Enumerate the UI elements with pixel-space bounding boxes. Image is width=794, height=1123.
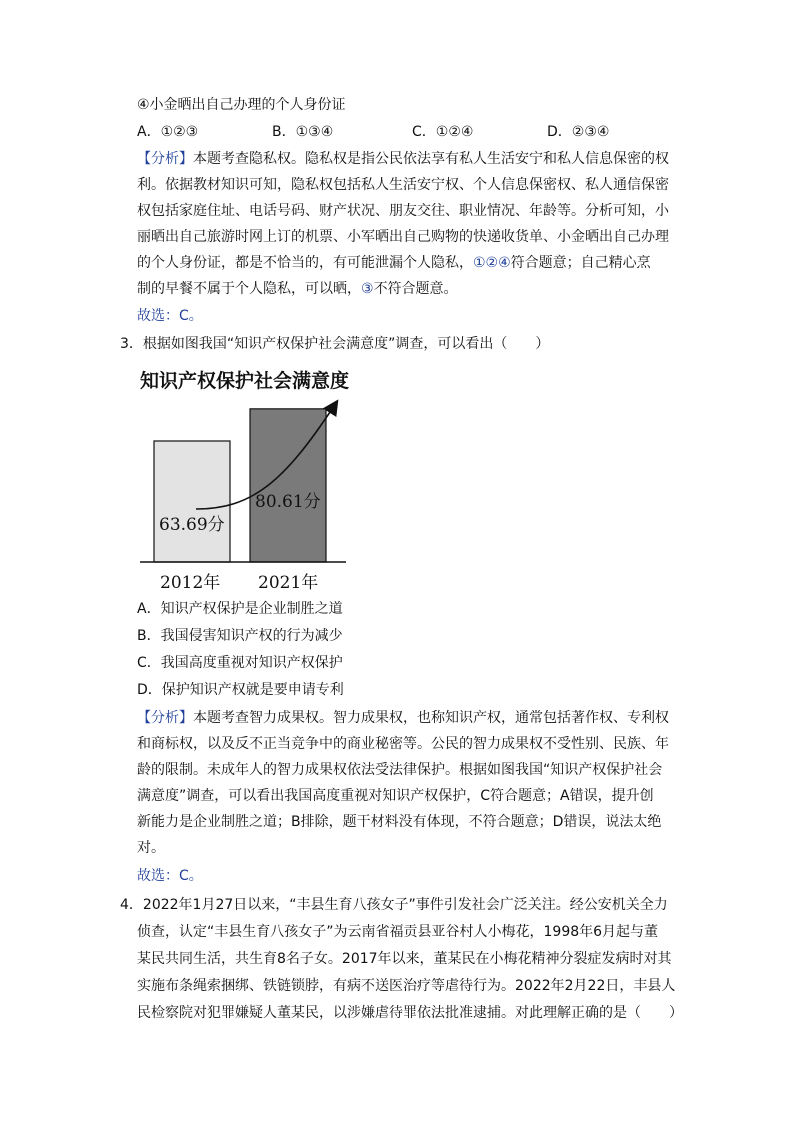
q2-correct-marks: ①②④ <box>473 255 511 271</box>
q2-analysis-line-6: 制的早餐不属于个人隐私，可以晒，③不符合题意。 <box>137 281 458 297</box>
q2-analysis-line-5: 的个人身份证，都是不恰当的，有可能泄漏个人隐私，①②④符合题意；自己精心烹 <box>137 255 651 271</box>
q3-analysis-line-5: 新能力是企业制胜之道；B排除，题干材料没有体现，不符合题意；D错误，说法太绝 <box>137 814 662 830</box>
bar-2021 <box>250 409 326 562</box>
q2-analysis-line-2: 利。依据教材知识可知，隐私权包括私人生活安宁权、个人信息保密权、私人通信保密 <box>137 177 669 193</box>
q2-choice-d: D．②③④ <box>547 124 610 140</box>
q3-analysis-line-3: 龄的限制。未成年人的智力成果权依法受法律保护。根据如图我国“知识产权保护社会 <box>137 762 663 778</box>
q2-choice-c: C．①②④ <box>412 124 474 140</box>
q4-line-2: 侦查，认定“丰县生育八孩女子”为云南省福贡县亚谷村人小梅花，1998年6月起与董 <box>137 924 659 940</box>
q3-option-a: A．知识产权保护是企业制胜之道 <box>137 601 343 617</box>
q2-choice-a: A．①②③ <box>137 124 199 140</box>
chart-title: 知识产权保护社会满意度 <box>140 370 350 392</box>
q2-analysis-tag: 【分析】 <box>137 151 193 167</box>
bar-2012 <box>154 441 230 562</box>
q3-analysis-line-6: 对。 <box>137 840 165 856</box>
category-label-2012: 2012年 <box>160 573 221 593</box>
q4-line-1: 4．2022年1月27日以来，“丰县生育八孩女子”事件引发社会广泛关注。经公安机关全力 <box>120 897 668 913</box>
q3-stem: 3．根据如图我国“知识产权保护社会满意度”调查，可以看出（ ） <box>120 336 550 352</box>
value-label-2012: 63.69分 <box>159 515 225 535</box>
q2-analysis-line-3: 权包括家庭住址、电话号码、财产状况、朋友交往、职业情况、年龄等。分析可知，小 <box>137 203 669 219</box>
category-label-2021: 2021年 <box>258 573 319 593</box>
q2-answer: 故选：C。 <box>137 308 203 324</box>
q3-analysis-line-4: 满意度”调查，可以看出我国高度重视对知识产权保护，C符合题意；A错误，提升创 <box>137 788 654 804</box>
q3-option-d: D．保护知识产权就是要申请专利 <box>137 682 344 698</box>
q3-option-b: B．我国侵害知识产权的行为减少 <box>137 628 343 644</box>
q2-incorrect-mark: ③ <box>361 281 374 297</box>
q2-option-4: ④小金晒出自己办理的个人身份证 <box>137 97 346 113</box>
q4-line-4: 实施布条绳索捆绑、铁链锁脖，有病不送医治疗等虐待行为。2022年2月22日，丰县人 <box>137 978 676 994</box>
q4-line-5: 民检察院对犯罪嫌疑人董某民，以涉嫌虐待罪依法批准逮捕。对此理解正确的是（ ） <box>137 1005 683 1021</box>
q3-answer: 故选：C。 <box>137 868 203 884</box>
satisfaction-bar-chart <box>134 366 354 596</box>
q2-analysis-line-4: 丽晒出自己旅游时网上订的机票、小军晒出自己购物的快递收货单、小金晒出自己办理 <box>137 229 669 245</box>
q3-option-c: C．我国高度重视对知识产权保护 <box>137 655 343 671</box>
chart-canvas <box>134 366 354 596</box>
q3-analysis-tag: 【分析】 <box>137 710 193 726</box>
q3-analysis-line-1: 【分析】本题考查智力成果权。智力成果权，也称知识产权，通常包括著作权、专利权 <box>137 710 669 726</box>
q3-analysis-line-2: 和商标权，以及反不正当竞争中的商业秘密等。公民的智力成果权不受性别、民族、年 <box>137 736 669 752</box>
q4-line-3: 某民共同生活，共生育8名子女。2017年以来，董某民在小梅花精神分裂症发病时对其 <box>137 951 672 967</box>
q2-analysis-line-1: 【分析】本题考查隐私权。隐私权是指公民依法享有私人生活安宁和私人信息保密的权 <box>137 151 669 167</box>
value-label-2021: 80.61分 <box>255 492 321 512</box>
q2-choice-b: B．①③④ <box>272 124 334 140</box>
